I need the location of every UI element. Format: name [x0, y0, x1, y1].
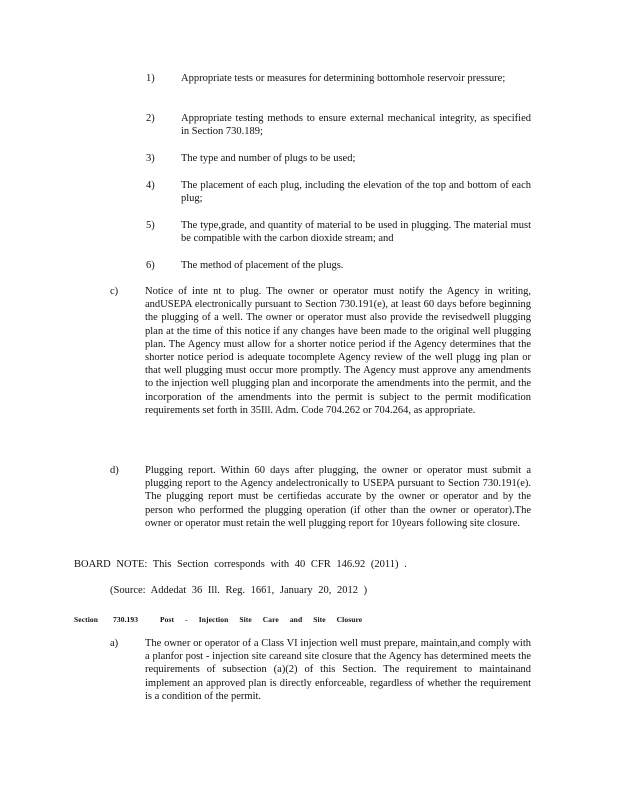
board-note: BOARD NOTE: This Section corresponds with 40 CFR 146.92 (2011) . [74, 559, 407, 570]
subsection-number: d) [110, 465, 119, 476]
list-item-number: 5) [146, 220, 155, 231]
list-item-number: 6) [146, 260, 155, 271]
list-item-text: The placement of each plug, including the elevation of the top and bottom of each plug; [181, 180, 531, 205]
subsection-number: a) [110, 638, 119, 649]
list-item-number: 1) [146, 73, 155, 84]
list-item-text: Appropriate testing methods to ensure external mechanical integrity, as specified in Section 730.189; [181, 113, 531, 138]
section-title: Post - Injection Site Care and Site Closure [160, 615, 363, 624]
subsection-number: c) [110, 286, 119, 297]
list-item-number: 2) [146, 113, 155, 124]
subsection-text: Notice of inte nt to plug. The owner or operator must notify the Agency in writing, andUSEPA electronically pursuant to Section 730.191(e), at least 60 days before beginning the plugging of a well. The owner or operator must also provide the revisedwell plugging plan at the time of this notice if any changes have been made to the original well plugging plan. The Agency must allow for a shorter notice period if the Agency determines that the shorter notice period is adequate tocomplete Agency review of the well plugg ing plan or that well plugging must occur more promptly. The Agency must approve any amendments to the injection well plugging plan and incorporate the amendments into the permit, and the incorporation of the amendments into the permit is subject to the permit modification requirements set forth in 35Ill. Adm. Code 704.262 or 704.264, as appropriate. [145, 286, 531, 416]
list-item-text: The method of placement of the plugs. [181, 260, 344, 271]
list-item-text: The type,grade, and quantity of material to be used in plugging. The material must be compatible with the carbon dioxide stream; and [181, 220, 531, 245]
subsection-text: The owner or operator of a Class VI injection well must prepare, maintain,and comply with a planfor post - injection site careand site closure that the Agency has determined meets the requirements of subsection (a)(2) of this Section. The requirement to maintainand implement an approved plan is directly enforceable, regardless of whether the requirement is a condition of the permit. [145, 638, 531, 702]
section-number: 730.193 [113, 615, 139, 624]
section-heading [0, 613, 618, 625]
list-item-number: 4) [146, 180, 155, 191]
list-item-text: Appropriate tests or measures for determining bottomhole reservoir pressure; [181, 73, 506, 84]
list-item-number: 3) [146, 153, 155, 164]
list-item-text: The type and number of plugs to be used; [181, 153, 356, 164]
source-note: (Source: Addedat 36 Ill. Reg. 1661, January 20, 2012 ) [110, 585, 368, 596]
subsection-text: Plugging report. Within 60 days after plugging, the owner or operator must submit a plugging report to the Agency andelectronically to USEPA pursuant to Section 730.191(e). The plugging report must be certifiedas accurate by the owner or operator and by the person who performed the plugging operation (if other than the owner or operator).The owner or operator must retain the well plugging report for 10years following site closure. [145, 465, 531, 529]
section-word: Section [74, 615, 99, 624]
